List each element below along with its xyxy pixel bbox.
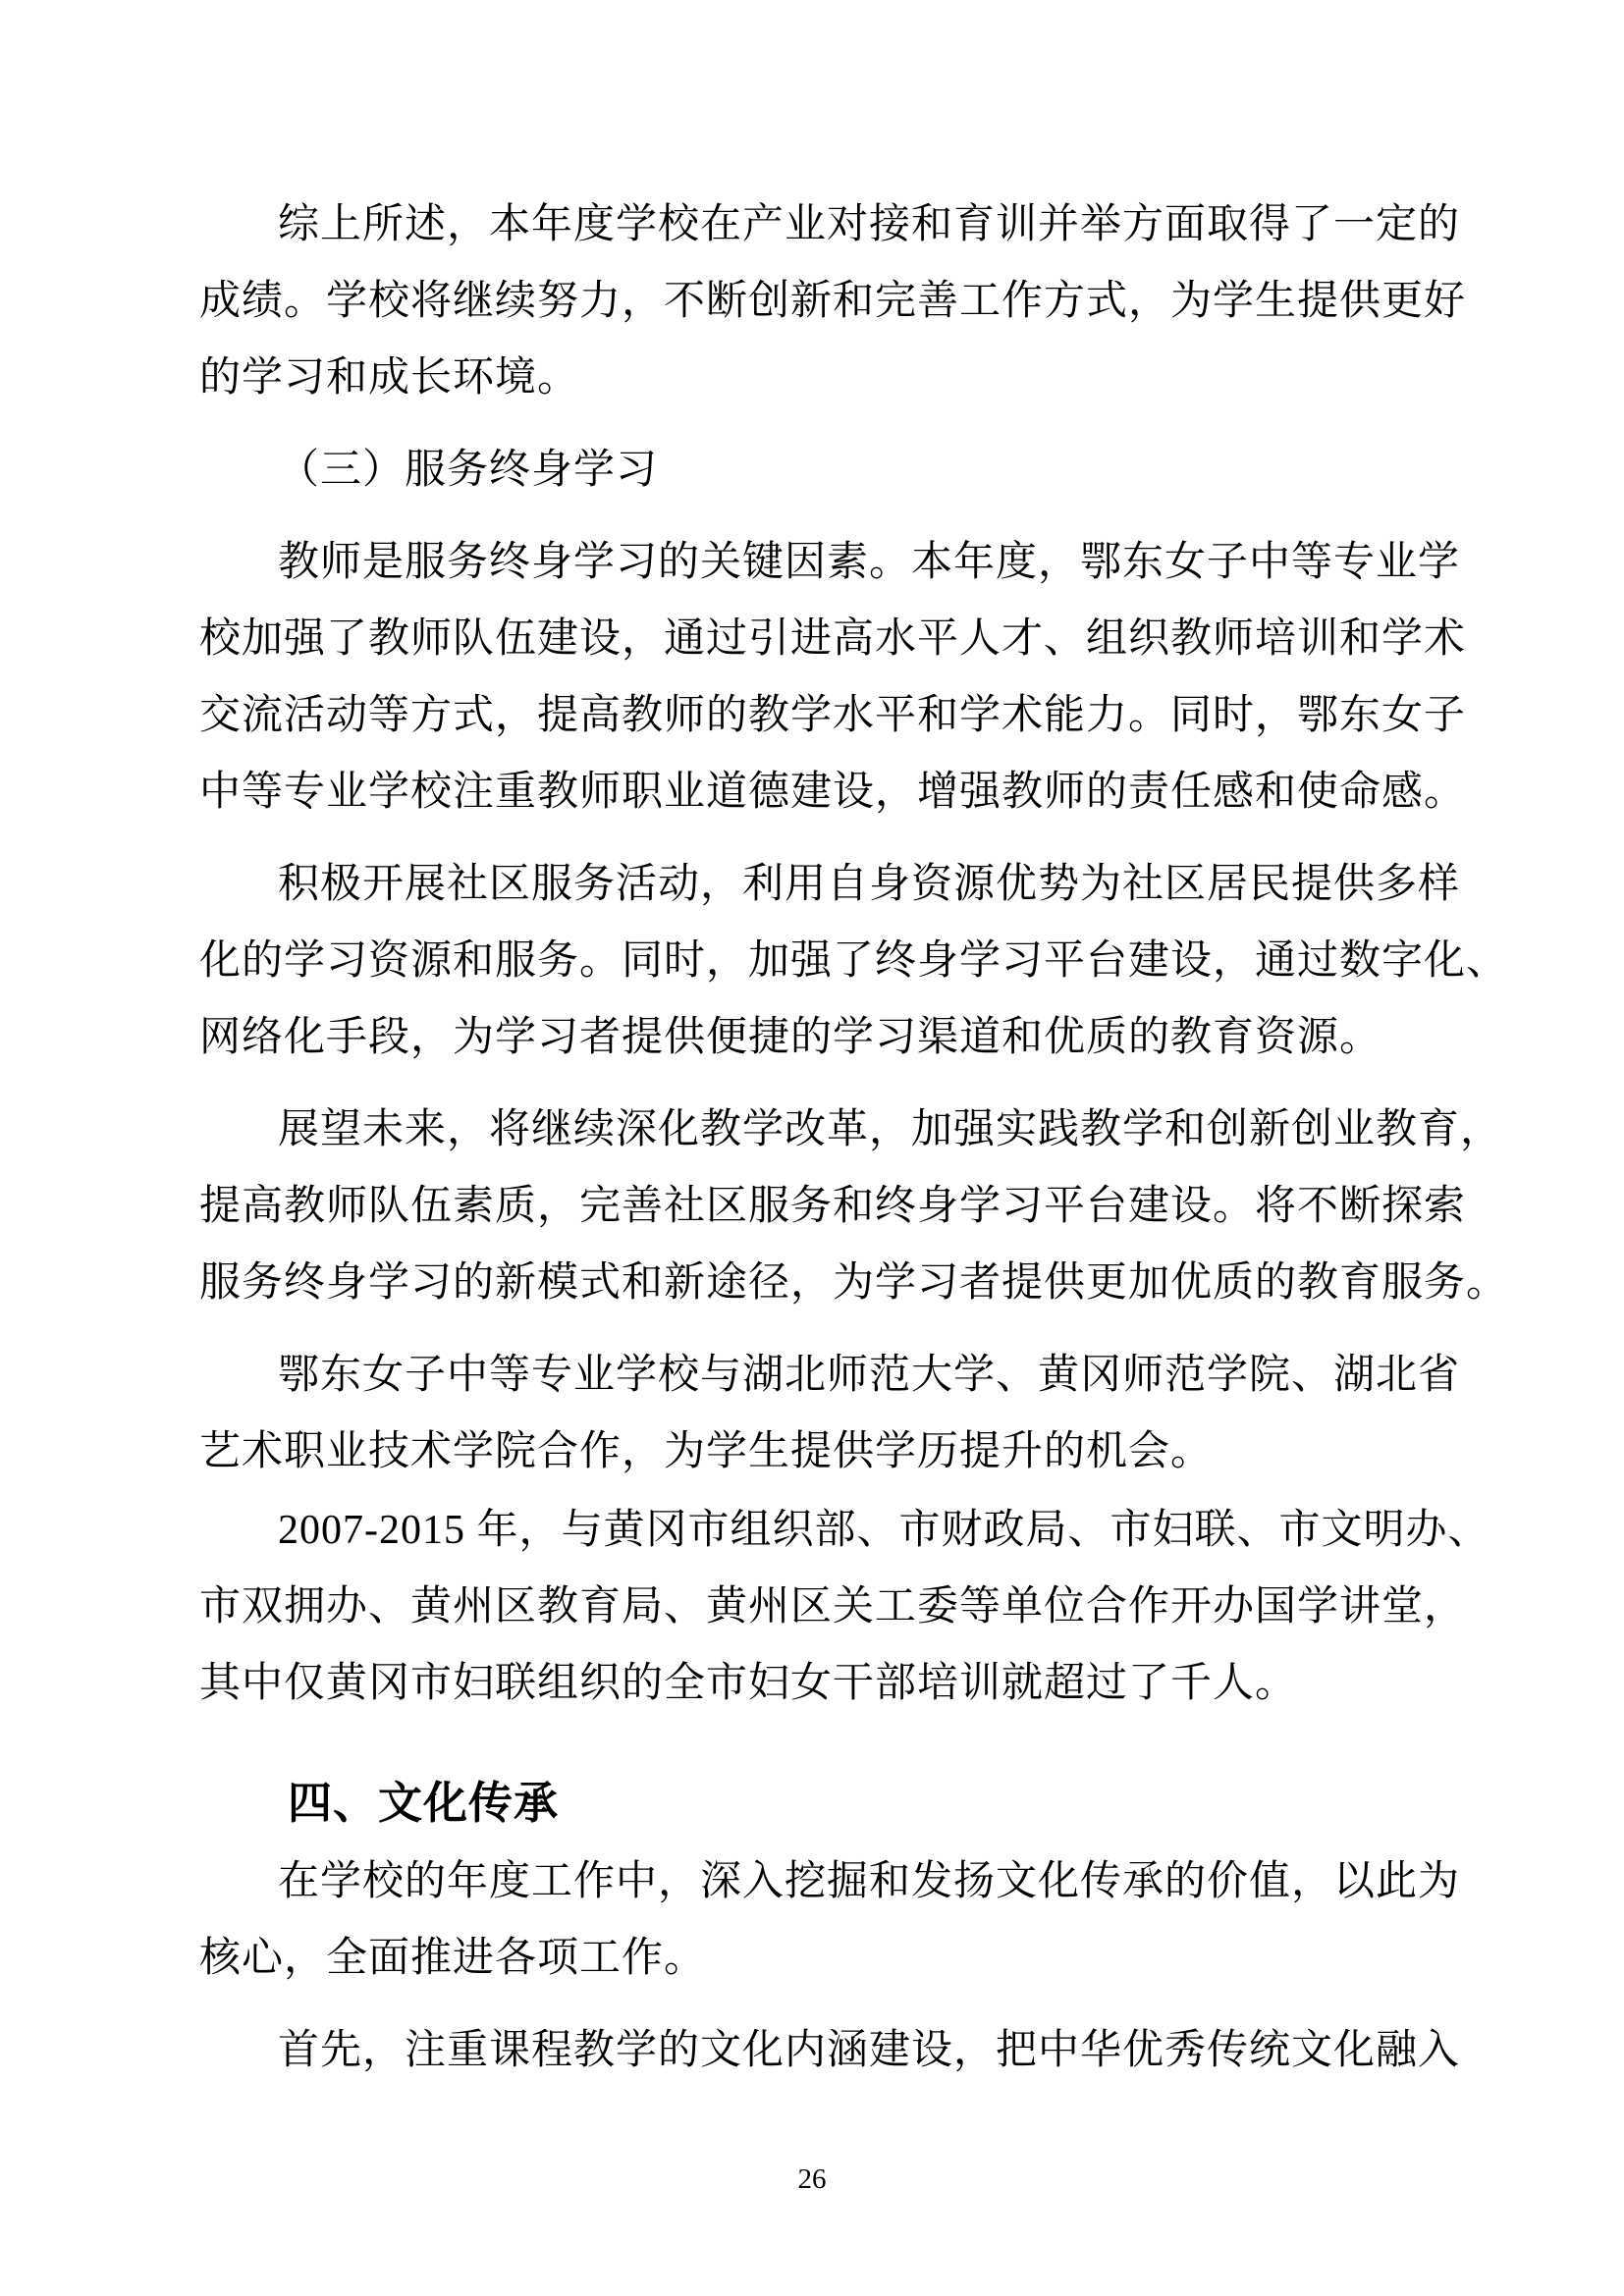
text-line: 2007-2015 年，与黄冈市组织部、市财政局、市妇联、市文明办、 [278,1508,1490,1553]
document-body [199,187,1509,2089]
text-line: 成绩。学校将继续努力，不断创新和完善工作方式，为学生提供更好 [199,279,1467,324]
sub-heading-serve-lifelong-learning [199,432,1433,508]
text-line: 积极开展社区服务活动，利用自身资源优势为社区居民提供多样 [278,862,1461,907]
section-heading-culture-heritage [199,1765,1433,1842]
paragraph [199,1492,1490,1722]
text-line: 艺术职业技术学院合作，为学生提供学历提升的机会。 [199,1429,1214,1474]
paragraph [199,1337,1461,1490]
text-line: 化的学习资源和服务。同时，加强了终身学习平台建设，通过数字化、 [199,938,1509,984]
text-line: 提高教师队伍素质，完善社区服务和终身学习平台建设。将不断探索 [199,1184,1467,1229]
text-line: 的学习和成长环境。 [199,355,580,400]
paragraph [199,187,1467,416]
paragraph [199,1843,1461,1997]
page-footer [0,2160,1624,2199]
sub-heading-text: （三）服务终身学习 [278,448,659,493]
paragraph [199,846,1509,1076]
paragraph [199,1092,1509,1321]
text-line: 中等专业学校注重教师职业道德建设，增强教师的责任感和使命感。 [199,770,1467,815]
paragraph [199,2012,1461,2089]
paragraph [199,524,1467,830]
text-line: 在学校的年度工作中，深入挖掘和发扬文化传承的价值，以此为 [278,1859,1461,1904]
text-line: 综上所述，本年度学校在产业对接和育训并举方面取得了一定的 [278,202,1461,247]
text-line: 展望未来，将继续深化教学改革，加强实践教学和创新创业教育， [278,1107,1503,1152]
text-line: 校加强了教师队伍建设，通过引进高水平人才、组织教师培训和学术 [199,616,1467,662]
page-number: 26 [797,2163,827,2195]
text-line: 首先，注重课程教学的文化内涵建设，把中华优秀传统文化融入 [278,2028,1461,2073]
text-line: 市双拥办、黄州区教育局、黄州区关工委等单位合作开办国学讲堂， [199,1584,1467,1629]
text-line: 其中仅黄冈市妇联组织的全市妇女干部培训就超过了千人。 [199,1661,1298,1706]
text-line: 服务终身学习的新模式和新途径，为学习者提供更加优质的教育服务。 [199,1260,1509,1306]
text-line: 鄂东女子中等专业学校与湖北师范大学、黄冈师范学院、湖北省 [278,1353,1461,1398]
text-line: 交流活动等方式，提高教师的教学水平和学术能力。同时，鄂东女子 [199,693,1467,738]
text-line: 网络化手段，为学习者提供便捷的学习渠道和优质的教育资源。 [199,1015,1382,1060]
text-line: 教师是服务终身学习的关键因素。本年度，鄂东女子中等专业学 [278,540,1461,585]
section-heading-text: 四、文化传承 [288,1779,560,1828]
text-line: 核心，全面推进各项工作。 [199,1936,707,1981]
